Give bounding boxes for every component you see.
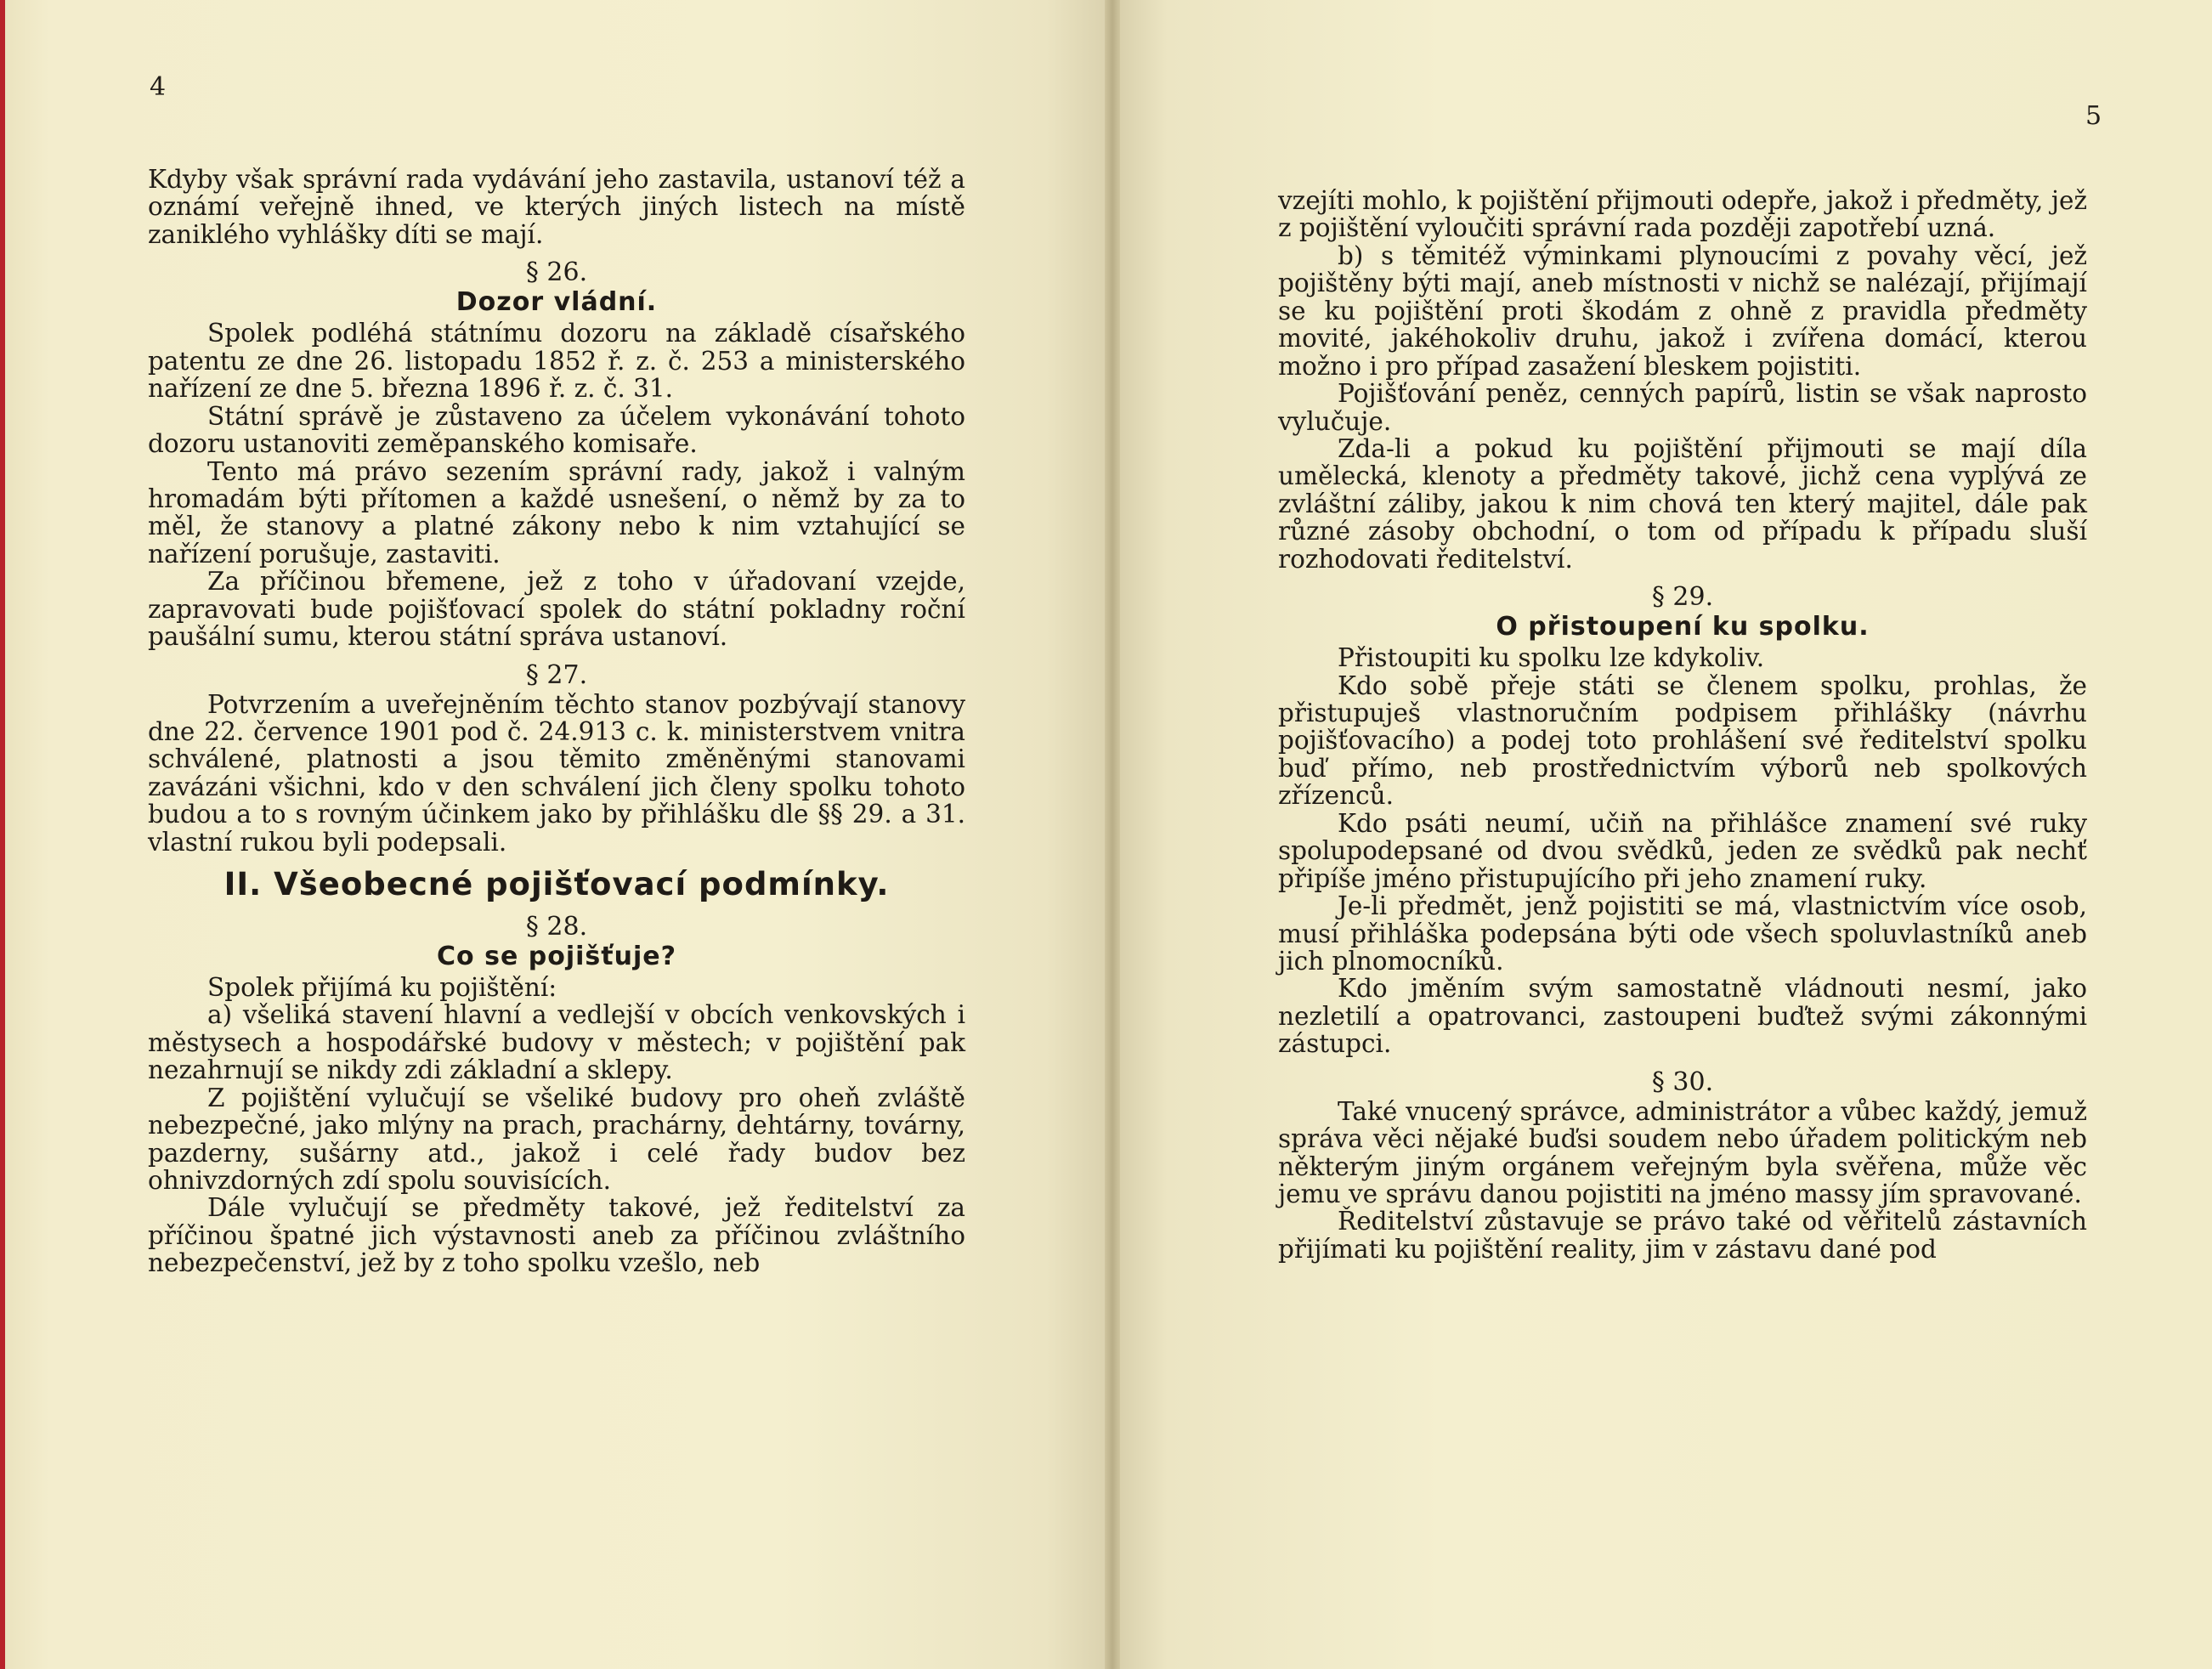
section-number: § 26.: [525, 257, 588, 288]
part-heading: II. Všeobecné pojišťovací podmínky.: [223, 866, 890, 903]
paragraph: Zda-li a pokud ku pojištění přijmouti se mají díla umělecká, klenoty a předměty takové, jichž cena vyplývá ze zvláštní záliby, jakou k nim chová ten který majitel, dále pak různé zásoby obchodní, o tom od případu k případu sluší rozhodovati ředitelství.: [1278, 433, 2087, 574]
section-number: § 30.: [1651, 1066, 1714, 1097]
section-heading: Dozor vládní.: [455, 287, 658, 318]
paragraph: Je-li předmět, jenž pojistiti se má, vlastnictvím více osob, musí přihláška podepsána býti ode všech spoluvlastníků aneb jich plnomocníků.: [1278, 891, 2087, 976]
page-text: [1278, 187, 2087, 1263]
page-text: [148, 166, 965, 1277]
continued-paragraph: Kdyby však správní rada vydávání jeho zastavila, ustanoví též a oznámí veřejně ihned, ve kterých jiných listech na místě zaniklého vyhlášky díti se mají.: [148, 165, 965, 249]
paragraph: Za příčinou břemene, jež z toho v úřadovaní vzejde, zapravovati bude pojišťovací spolek do státní pokladny roční paušální sumu, kterou státní správa ustanoví.: [148, 567, 965, 652]
paragraph: Kdo jměním svým samostatně vládnouti nesmí, jako nezletilí a opatrovanci, zastoupeni buďtež svými zákonnými zástupci.: [1278, 974, 2087, 1059]
continued-paragraph: vzejíti mohlo, k pojištění přijmouti odepře, jakož i předměty, jež z pojištění vyloučiti správní rada později zapotřebí uzná.: [1278, 186, 2087, 243]
page-number: 4: [150, 72, 167, 102]
paragraph: a) všeliká stavení hlavní a vedlejší v obcích venkovských i městysech a hospodářské budovy v městech; v pojištění pak nezahrnují se nikdy zdi základní a sklepy.: [148, 1000, 965, 1085]
page-number: 5: [2085, 101, 2102, 131]
book-gutter: [1105, 0, 1120, 1669]
paragraph: Kdo sobě přeje státi se členem spolku, prohlas, že přistupuješ vlastnoručním podpisem přihlášky (návrhu pojišťovacího) a podej toto prohlášení své ředitelství spolku buď přímo, neb prostřednictvím výborů neb spolkových zřízenců.: [1278, 670, 2087, 811]
paragraph: Potvrzením a uveřejněním těchto stanov pozbývají stanovy dne 22. července 1901 pod č. 24.913 c. k. ministerstvem vnitra schválené, platnosti a jsou těmito změněnými stanovami zavázáni všichni, kdo v den schválení jich členy spolku tohoto budou a to s rovným účinkem jako by přihlášku dle §§ 29. a 31. vlastní rukou byli podepsali.: [148, 689, 965, 857]
left-page: [5, 0, 1112, 1669]
section-heading: O přistoupení ku spolku.: [1496, 612, 1870, 642]
paragraph: Kdo psáti neumí, učiň na přihlášce znamení své ruky spolupodepsané od dvou svědků, jeden ze svědků pak nechť připíše jméno přistupujícího při jeho znamení ruky.: [1278, 808, 2087, 893]
section-number: § 29.: [1651, 582, 1714, 613]
paragraph: Státní správě je zůstaveno za účelem vykonávání tohoto dozoru ustanoviti zeměpanského komisaře.: [148, 401, 965, 459]
right-page: [1112, 0, 2212, 1669]
paragraph: Spolek podléhá státnímu dozoru na základě císařského patentu ze dne 26. listopadu 1852 ř. z. č. 253 a ministerského nařízení ze dne 5. března 1896 ř. z. č. 31.: [148, 319, 965, 404]
section-number: § 27.: [525, 659, 588, 690]
section-heading: Co se pojišťuje?: [437, 941, 676, 971]
paragraph: Ředitelství zůstavuje se právo také od věřitelů zástavních přijímati ku pojištění reality, jim v zástavu dané pod: [1278, 1207, 2087, 1264]
paragraph: b) s těmitéž výminkami plynoucími z povahy věcí, jež pojištěny býti mají, aneb místnosti v nichž se nalézají, přijímají se ku pojištění proti škodám z ohně z pravidla předměty movité, jakéhokoliv druhu, jakož i zvířena domácí, kterou možno i pro případ zasažení bleskem pojistiti.: [1278, 240, 2087, 381]
paragraph: Pojišťování peněz, cenných papírů, listin se však naprosto vylučuje.: [1278, 379, 2087, 436]
paragraph: Spolek přijímá ku pojištění:: [207, 972, 557, 1002]
paragraph: Přistoupiti ku spolku lze kdykoliv.: [1338, 643, 1765, 673]
paragraph: Tento má právo sezením správní rady, jakož i valným hromadám býti přítomen a každé usnešení, o němž by za to měl, že stanovy a platné zákony nebo k nim vztahující se nařízení porušuje, zastaviti.: [148, 456, 965, 569]
paragraph: Také vnucený správce, administrátor a vůbec každý, jemuž správa věci nějaké buďsi soudem nebo úřadem politickým neb některým jiným orgánem veřejným byla svěřena, může věc jemu ve správu danou pojistiti na jméno massy jím spravované.: [1278, 1096, 2087, 1208]
section-number: § 28.: [525, 911, 588, 942]
paragraph: Dále vylučují se předměty takové, jež ředitelství za příčinou špatné jich výstavnosti aneb za příčinou zvláštního nebezpečenství, jež by z toho spolku vzešlo, neb: [148, 1193, 965, 1278]
paragraph: Z pojištění vylučují se všeliké budovy pro oheň zvláště nebezpečné, jako mlýny na prach, prachárny, dehtárny, továrny, pazderny, sušárny atd., jakož i celé řady budov bez ohnivzdorných zdí spolu souvisících.: [148, 1083, 965, 1195]
